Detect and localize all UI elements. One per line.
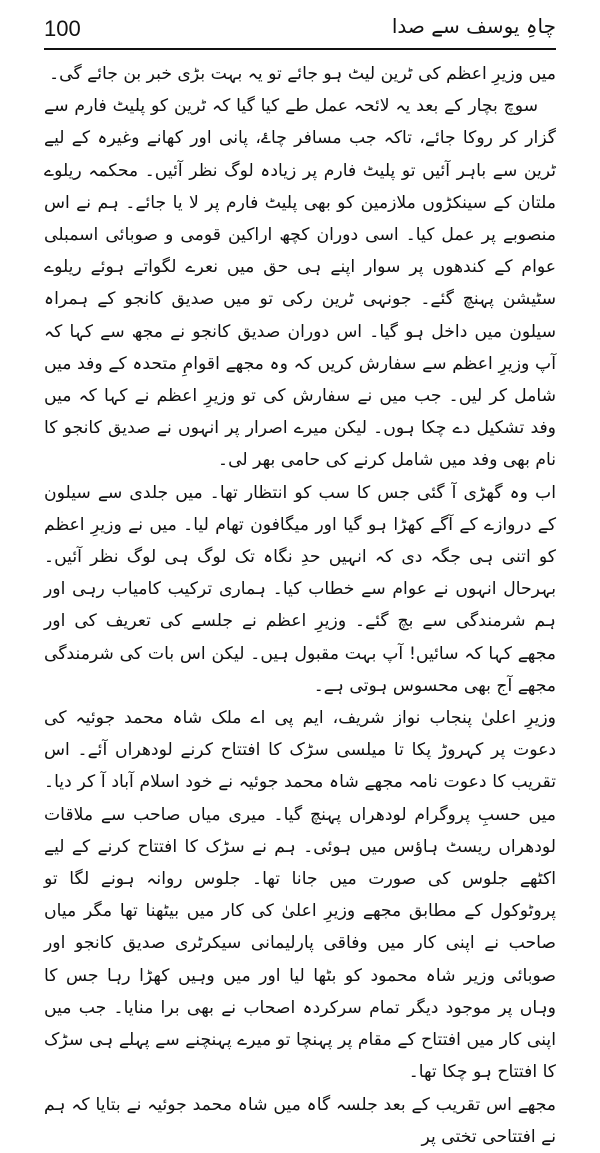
paragraph: مجھے اس تقریب کے بعد جلسہ گاہ میں شاہ محمد جوئیہ نے بتایا کہ ہم نے افتتاحی تختی پر bbox=[44, 1094, 556, 1147]
page-header bbox=[44, 14, 556, 50]
paragraph: وزیرِ اعلیٰ پنجاب نواز شریف، ایم پی اے ملک شاہ محمد جوئیہ کی دعوت پر کہروڑ پکا تا میلسی سڑک کا افتتاح کرنے لودھراں آئے۔ اس تقریب کا دعوت نامہ مجھے شاہ محمد جوئیہ نے خود اسلام آباد آ کر دیا۔ میں حسبِ پروگرام لودھراں پہنچ گیا۔ میری میاں صاحب سے ملاقات لودھراں ریسٹ ہاؤس میں ہوئی۔ ہم نے سڑک کا افتتاح کرنے کے لیے اکٹھے جلوس کی صورت میں جانا تھا۔ جلوس روانہ ہونے لگا تو پروٹوکول کے مطابق مجھے وزیرِ اعلیٰ کی کار میں بیٹھنا تھا مگر میاں صاحب نے اپنی کار میں وفاقی پارلیمانی سیکرٹری صدیق کانجو اور صوبائی وزیر شاہ محمود کو بٹھا لیا اور میں وہیں کھڑا رہا جس کا وہاں پر موجود دیگر تمام سرکردہ اصحاب نے بھی برا منایا۔ جب میں اپنی کار میں افتتاح کے مقام پر پہنچا تو میرے پہنچنے سے پہلے ہی سڑک کا افتتاح ہو چکا تھا۔ bbox=[44, 708, 556, 1083]
paragraph: میں وزیرِ اعظم کی ٹرین لیٹ ہو جائے تو یہ بہت بڑی خبر بن جائے گی۔ bbox=[49, 64, 556, 84]
paragraph: اب وہ گھڑی آ گئی جس کا سب کو انتظار تھا۔ میں جلدی سے سیلون کے دروازے کے آگے کھڑا ہو گیا اور میگافون تھام لیا۔ میں نے وزیرِ اعظم کو اتنی ہی جگہ دی کہ انہیں حدِ نگاہ تک لوگ ہی لوگ نظر آئیں۔ بہرحال انہوں نے عوام سے خطاب کیا۔ ہماری ترکیب کامیاب رہی اور ہم شرمندگی سے بچ گئے۔ وزیرِ اعظم نے جلسے کی تعریف کی اور مجھے کہا کہ سائیں! آپ بہت مقبول ہیں۔ لیکن اس بات کی شرمندگی مجھے آج بھی محسوس ہوتی ہے۔ bbox=[44, 482, 556, 696]
page-number: 100 bbox=[44, 16, 81, 41]
running-title: چاہِ یوسف سے صدا bbox=[391, 14, 556, 38]
body-text bbox=[44, 58, 556, 1153]
paragraph: سوچ بچار کے بعد یہ لائحہ عمل طے کیا گیا کہ ٹرین کو پلیٹ فارم سے گزار کر روکا جائے، تاکہ جب مسافر چاۓ، پانی اور کھانے وغیرہ کے لیے ٹرین سے باہر آئیں تو پلیٹ فارم پر زیادہ لوگ نظر آئیں۔ محکمہ ریلوے ملتان کے سینکڑوں ملازمین کو بھی پلیٹ فارم پر لا یا جائے۔ ہم نے اس منصوبے پر عمل کیا۔ اسی دوران کچھ اراکین قومی و صوبائی اسمبلی عوام کے کندھوں پر سوار اپنے ہی حق میں نعرے لگواتے ہوئے ریلوے سٹیشن پہنچ گئے۔ جونہی ٹرین رکی تو میں صدیق کانجو کے ہمراہ سیلون میں داخل ہو گیا۔ اس دوران صدیق کانجو نے مجھ سے کہا کہ آپ وزیرِ اعظم سے سفارش کریں کہ وہ مجھے اقوامِ متحدہ کے وفد میں شامل کر لیں۔ جب میں نے سفارش کی تو وزیرِ اعظم نے کہا کہ میں وفد تشکیل دے چکا ہوں۔ لیکن میرے اصرار پر انہوں نے صدیق کانجو کا نام بھی وفد میں شامل کرنے کی حامی بھر لی۔ bbox=[44, 96, 556, 471]
